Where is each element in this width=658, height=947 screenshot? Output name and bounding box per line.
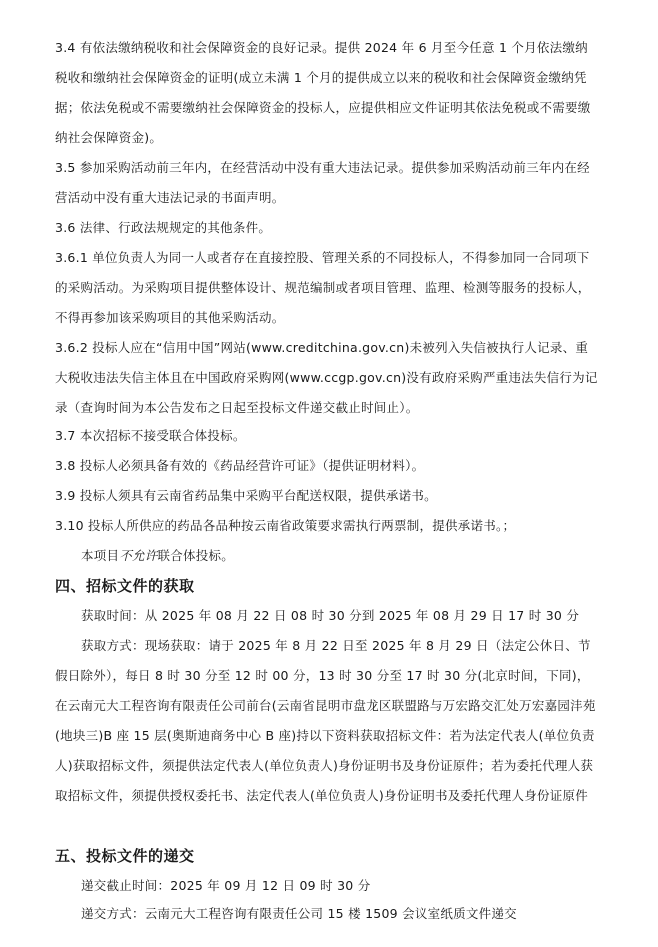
consortium-prefix: 本项目 (81, 548, 120, 563)
consortium-suffix: 联合体投标。 (157, 548, 235, 563)
clause-3-7: 3.7 本次招标不接受联合体投标。 (55, 428, 246, 443)
clause-3-9: 3.9 投标人须具有云南省药品集中采购平台配送权限，提供承诺书。 (55, 488, 437, 503)
clause-3-6-2: 3.6.2 投标人应在“信用中国”网站(www.creditchina.gov.cn)未被列入失信被执行人记录、重大税收违法失信主体且在中国政府采购网(www.ccgp.gov.cn)没有政府采购严重违法失信行为记录（查询时间为本公告发布之日起至投标文件递交截止时间止）。 (55, 340, 598, 415)
section-heading-5: 五、投标文件的递交 (55, 847, 195, 865)
submission-deadline: 递交截止时间：2025 年 09 月 12 日 09 时 30 分 (81, 878, 371, 893)
acquisition-time: 获取时间：从 2025 年 08 月 22 日 08 时 30 分到 2025 年 08 月 29 日 17 时 30 分 (81, 608, 580, 623)
section-heading-4: 四、招标文件的获取 (55, 577, 195, 595)
submission-method: 递交方式：云南元大工程咨询有限责任公司 15 楼 1509 会议室纸质文件递交 (81, 906, 517, 921)
acquisition-method: 获取方式：现场获取：请于 2025 年 8 月 22 日至 2025 年 8 月 29 日（法定公休日、节假日除外），每日 8 时 30 分至 12 时 00 分，13 时 30 分至 17 时 30 分(北京时间，下同)，在云南元大工程咨询有限责任公司前台(云南省昆明市盘龙区联盟路与万宏路交汇处万宏嘉园沣苑(地块三)B 座 15 层(奥斯迪商务中心 B 座)持以下资料获取招标文件：若为法定代表人(单位负责人)获取招标文件，须提供法定代表人(单位负责人)身份证明书及身份证原件；若为委托代理人获取招标文件，须提供授权委托书、法定代表人(单位负责人)身份证明书及委托代理人身份证原件 (55, 638, 596, 803)
consortium-emphasis: 不允许 (119, 548, 158, 563)
clause-3-4: 3.4 有依法缴纳税收和社会保障资金的良好记录。提供 2024 年 6 月至今任意 1 个月依法缴纳税收和缴纳社会保障资金的证明(成立未满 1 个月的提供成立以来的税收和社会保障资金缴纳凭据；依法免税或不需要缴纳社会保障资金的投标人，应提供相应文件证明其依法免税或不需要缴纳社会保障资金)。 (55, 40, 591, 145)
clause-3-8: 3.8 投标人必须具备有效的《药品经营许可证》（提供证明材料）。 (55, 458, 425, 473)
clause-3-6-1: 3.6.1 单位负责人为同一人或者存在直接控股、管理关系的不同投标人，不得参加同一合同项下的采购活动。为采购项目提供整体设计、规范编制或者项目管理、监理、检测等服务的投标人，不得再参加该采购项目的其他采购活动。 (55, 250, 591, 325)
clause-3-10: 3.10 投标人所供应的药品各品种按云南省政策要求需执行两票制，提供承诺书。； (55, 518, 516, 533)
clause-3-6: 3.6 法律、行政法规规定的其他条件。 (55, 220, 272, 235)
clause-3-5: 3.5 参加采购活动前三年内，在经营活动中没有重大违法记录。提供参加采购活动前三年内在经营活动中没有重大违法记录的书面声明。 (55, 160, 590, 205)
consortium-statement (55, 541, 600, 571)
